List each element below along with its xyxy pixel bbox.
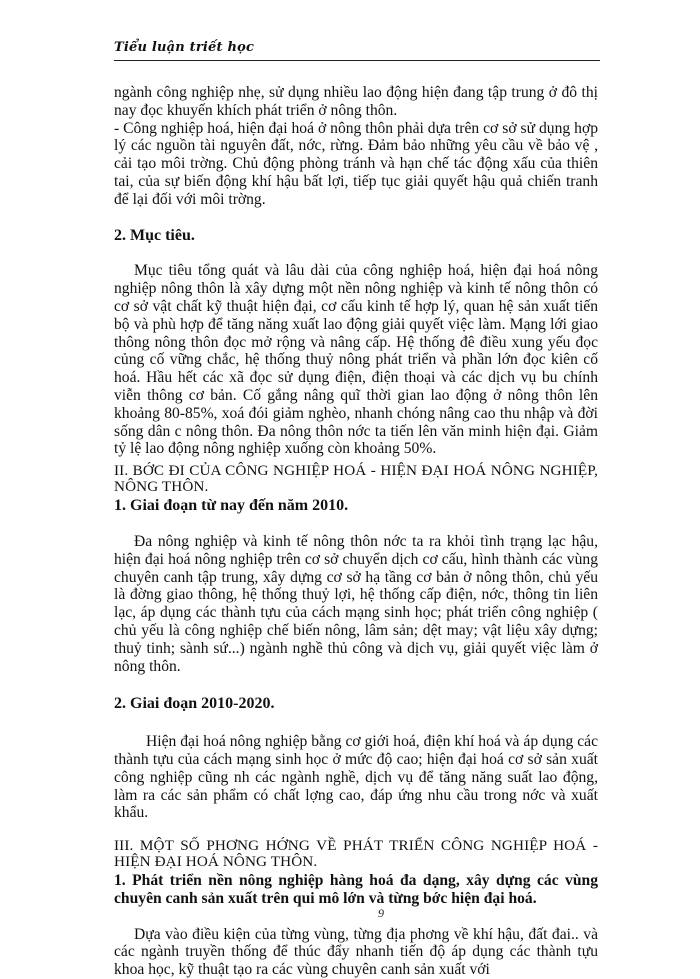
page-number: 9 xyxy=(378,906,384,920)
header-divider xyxy=(114,60,600,61)
body-content xyxy=(114,84,598,979)
paragraph: - Công nghiệp hoá, hiện đại hoá ở nông thôn phải dựa trên cơ sở sử dụng hợp lý các nguồn tài nguyên đất, nớc, rừng. Đảm bảo những yêu cầu về bảo vệ , cải tạo môi trờng. Chủ động phòng tránh và hạn chế tác động xấu của thiên tai, của sự biến động khí hậu bất lợi, tiếp tục giải quyết hậu quả chiến tranh để lại đối với môi trờng. xyxy=(114,119,598,208)
paragraph: Dựa vào điều kiện của từng vùng, từng địa phơng về khí hậu, đất đai.. và các ngành truyền thống để thúc đẩy nhanh tiến độ áp dụng các thành tựu khoa học, kỹ thuật tạo ra các vùng chuyên canh sản xuất với xyxy=(114,925,598,979)
header-title: Tiểu luận triết học xyxy=(114,40,255,55)
section-heading: 2. Giai đoạn 2010-2020. xyxy=(114,695,275,713)
paragraph: Hiện đại hoá nông nghiệp bằng cơ giới hoá, điện khí hoá và áp dụng các thành tựu của cách mạng sinh học ở mức độ cao; hiện đại hoá cơ sở sản xuất công nghiệp cũng nh các ngành nghề, dịch vụ để tăng năng suất lao động, làm ra các sản phẩm có chất lợng cao, đáp ứng nhu cầu trong nớc và xuất khẩu. xyxy=(114,733,598,822)
chapter-heading: II. BỚC ĐI CỦA CÔNG NGHIỆP HOÁ - HIỆN ĐẠI HOÁ NÔNG NGHIỆP, NÔNG THÔN. xyxy=(114,462,598,496)
chapter-heading: III. MỘT SỐ PHƠNG HỚNG VỀ PHÁT TRIỂN CÔNG NGHIỆP HOÁ - HIỆN ĐẠI HOÁ NÔNG THÔN. xyxy=(114,837,598,871)
paragraph: Đa nông nghiệp và kinh tế nông thôn nớc ta ra khỏi tình trạng lạc hậu, hiện đại hoá nông nghiệp trên cơ sở chuyển dịch cơ cấu, hình thành các vùng chuyên canh tập trung, xây dựng cơ sở hạ tầng cơ bản ở nông thôn, chủ yếu là đờng giao thông, hệ thống thuỷ lợi, hệ thống cấp điện, nớc, thông tin liên lạc, áp dụng các thành tựu của cách mạng sinh học; phát triển công nghiệp ( chủ yếu là công nghiệp chế biến nông, lâm sản; dệt may; vật liệu xây dựng; thuỷ tinh; sành sứ...) ngành nghề thủ công và dịch vụ, giải quyết việc làm ở nông thôn. xyxy=(114,532,598,675)
section-heading: 1. Phát triển nền nông nghiệp hàng hoá đa dạng, xây dựng các vùng chuyên canh sản xuất trên qui mô lớn và từng bớc hiện đại hoá. xyxy=(114,872,598,907)
paragraph: Mục tiêu tổng quát và lâu dài của công nghiệp hoá, hiện đại hoá nông nghiệp nông thôn là xây dựng một nền nông nghiệp và kinh tế nông thôn có cơ sở vật chất kỹ thuật hiện đại, cơ cấu kinh tế hợp lý, quan hệ sản xuất tiến bộ và phù hợp để tăng năng xuất lao động giải quyết việc làm. Mạng lới giao thông nông thôn đọc mở rộng và nâng cấp. Hệ thống đê điều xung yếu đọc củng cố vững chắc, hệ thống thuỷ nông phát triển và phần lớn đọc kiên cố hoá. Hầu hết các xã đọc sử dụng điện, điện thoại và các dịch vụ bu chính viễn thông cơ bản. Cố gắng nâng quĩ thời gian lao động ở nông thôn lên khoảng 80-85%, xoá đói giảm nghèo, nhanh chóng nâng cao thu nhập và đời sống dân c nông thôn. Đa nông thôn nớc ta tiến lên văn minh hiện đại. Giảm tỷ lệ lao động nông nghiệp xuống còn khoảng 50%. xyxy=(114,262,598,458)
paragraph: ngành công nghiệp nhẹ, sử dụng nhiều lao động hiện đang tập trung ở đô thị nay đọc khuyến khích phát triển ở nông thôn. xyxy=(114,84,598,119)
section-heading: 1. Giai đoạn từ nay đến năm 2010. xyxy=(114,497,349,515)
section-heading: 2. Mục tiêu. xyxy=(114,226,195,244)
